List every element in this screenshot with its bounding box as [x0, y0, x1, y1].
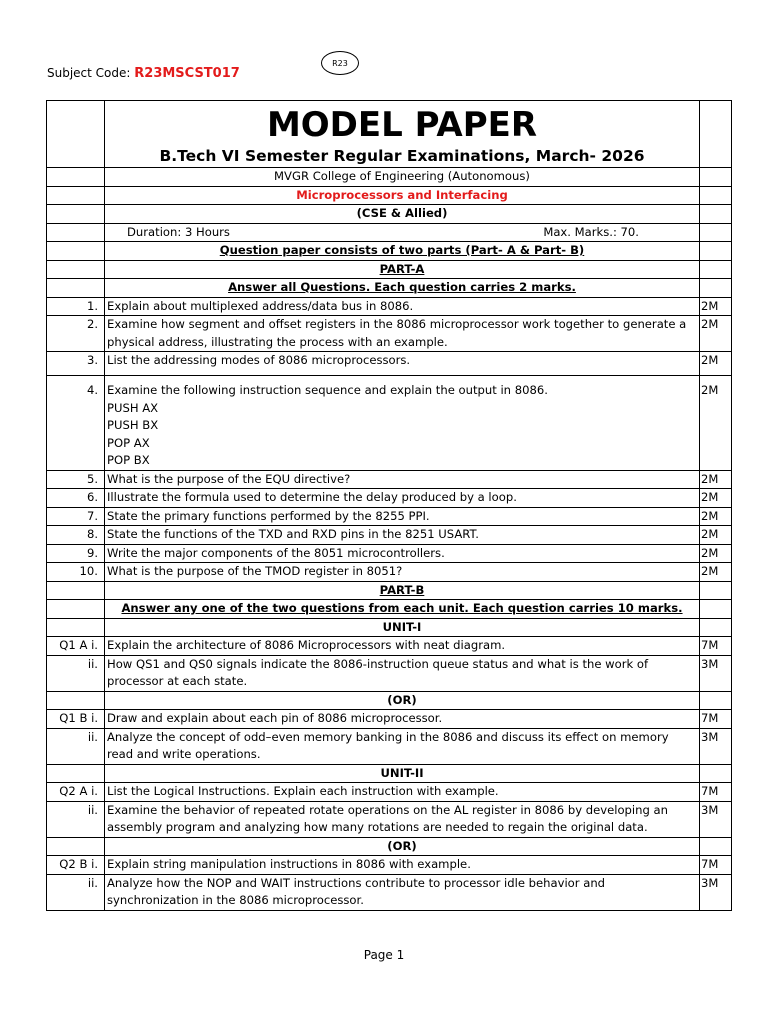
question-marks: 7M — [700, 856, 732, 875]
question-row — [47, 874, 732, 910]
subject-code-value: R23MSCST017 — [134, 66, 240, 81]
question-row — [47, 856, 732, 875]
question-number: ii. — [47, 874, 105, 910]
question-number: Q2 A i. — [47, 783, 105, 802]
question-row — [47, 376, 732, 471]
page-title: MODEL PAPER — [266, 105, 538, 145]
question-text: Explain about multiplexed address/data bus in 8086. — [105, 297, 700, 316]
part-b-instruction: Answer any one of the two questions from each unit. Each question carries 10 marks. — [105, 600, 700, 619]
question-marks: 7M — [700, 710, 732, 729]
course-name: Microprocessors and Interfacing — [105, 186, 700, 205]
question-number: Q2 B i. — [47, 856, 105, 875]
question-marks: 2M — [700, 526, 732, 545]
question-row — [47, 563, 732, 582]
question-number: 1. — [47, 297, 105, 316]
part-a-heading: PART-A — [105, 260, 700, 279]
branch-name: (CSE & Allied) — [105, 205, 700, 224]
question-number: 5. — [47, 470, 105, 489]
question-number: ii. — [47, 801, 105, 837]
question-text-block — [105, 376, 700, 471]
question-marks: 3M — [700, 655, 732, 691]
question-number: 6. — [47, 489, 105, 508]
duration: Duration: 3 Hours — [127, 224, 230, 239]
question-text: Write the major components of the 8051 microcontrollers. — [105, 544, 700, 563]
question-row — [47, 352, 732, 376]
unit-heading: UNIT-I — [105, 618, 700, 637]
unit-heading: UNIT-II — [105, 764, 700, 783]
or-separator: (OR) — [105, 691, 700, 710]
question-text: What is the purpose of the EQU directive? — [105, 470, 700, 489]
question-number: ii. — [47, 655, 105, 691]
question-marks: 2M — [700, 563, 732, 582]
code-line: POP AX — [107, 435, 150, 450]
question-text: Draw and explain about each pin of 8086 microprocessor. — [105, 710, 700, 729]
question-number: Q1 B i. — [47, 710, 105, 729]
part-b-heading: PART-B — [105, 581, 700, 600]
question-row — [47, 783, 732, 802]
question-row — [47, 297, 732, 316]
question-text: List the addressing modes of 8086 microprocessors. — [105, 352, 700, 376]
question-number: ii. — [47, 728, 105, 764]
exam-name: B.Tech VI Semester Regular Examinations, March- 2026 — [159, 147, 645, 165]
question-text: Illustrate the formula used to determine the delay produced by a loop. — [105, 489, 700, 508]
subject-code-label: Subject Code: — [47, 66, 131, 80]
question-marks: 3M — [700, 874, 732, 910]
question-text: What is the purpose of the TMOD register in 8051? — [105, 563, 700, 582]
question-row — [47, 637, 732, 656]
question-text: Analyze how the NOP and WAIT instructions contribute to processor idle behavior and synchronization in the 8086 microprocessor. — [105, 874, 700, 910]
question-number: Q1 A i. — [47, 637, 105, 656]
college-name: MVGR College of Engineering (Autonomous) — [105, 168, 700, 187]
header-title-row — [47, 101, 732, 168]
question-number: 10. — [47, 563, 105, 582]
question-row — [47, 470, 732, 489]
question-row — [47, 728, 732, 764]
subject-code-line — [47, 66, 240, 81]
question-number: 2. — [47, 316, 105, 352]
question-row — [47, 526, 732, 545]
question-number: 7. — [47, 507, 105, 526]
question-marks: 7M — [700, 637, 732, 656]
question-marks: 2M — [700, 352, 732, 376]
question-marks: 7M — [700, 783, 732, 802]
question-marks: 3M — [700, 728, 732, 764]
question-text: Analyze the concept of odd–even memory banking in the 8086 and discuss its effect on memory read and write operations. — [105, 728, 700, 764]
question-paper-table — [46, 100, 732, 911]
question-number: 8. — [47, 526, 105, 545]
question-text: State the functions of the TXD and RXD pins in the 8251 USART. — [105, 526, 700, 545]
question-row — [47, 316, 732, 352]
question-text: Explain the architecture of 8086 Microprocessors with neat diagram. — [105, 637, 700, 656]
question-text: How QS1 and QS0 signals indicate the 8086-instruction queue status and what is the work of processor at each state. — [105, 655, 700, 691]
question-row — [47, 655, 732, 691]
question-text: List the Logical Instructions. Explain each instruction with example. — [105, 783, 700, 802]
question-marks: 2M — [700, 470, 732, 489]
page-number: Page 1 — [363, 948, 405, 962]
question-row — [47, 507, 732, 526]
or-separator: (OR) — [105, 837, 700, 856]
question-number: 9. — [47, 544, 105, 563]
code-line: POP BX — [107, 453, 150, 467]
question-text: Explain string manipulation instructions in 8086 with example. — [105, 856, 700, 875]
question-marks: 2M — [700, 544, 732, 563]
code-line: PUSH AX — [107, 400, 159, 415]
paper-note: Question paper consists of two parts (Part- A & Part- B) — [105, 242, 700, 261]
duration-row — [105, 223, 700, 242]
question-text: State the primary functions performed by the 8255 PPI. — [105, 507, 700, 526]
question-text: Examine the following instruction sequence and explain the output in 8086. — [107, 383, 548, 397]
question-number: 4. — [47, 376, 105, 471]
question-row — [47, 801, 732, 837]
part-a-instruction: Answer all Questions. Each question carries 2 marks. — [105, 279, 700, 298]
code-line: PUSH BX — [107, 418, 159, 432]
question-marks: 3M — [700, 801, 732, 837]
question-marks: 2M — [700, 376, 732, 471]
question-marks: 2M — [700, 489, 732, 508]
question-row — [47, 710, 732, 729]
regulation-stamp: R23 — [321, 51, 359, 75]
question-marks: 2M — [700, 316, 732, 352]
question-text: Examine the behavior of repeated rotate operations on the AL register in 8086 by developing an assembly program and analyzing how many rotations are needed to regain the original data. — [105, 801, 700, 837]
max-marks: Max. Marks.: 70. — [543, 224, 639, 239]
question-number: 3. — [47, 352, 105, 376]
question-row — [47, 544, 732, 563]
question-row — [47, 489, 732, 508]
question-marks: 2M — [700, 297, 732, 316]
question-text: Examine how segment and offset registers in the 8086 microprocessor work together to generate a physical address, illustrating the process with an example. — [105, 316, 700, 352]
question-marks: 2M — [700, 507, 732, 526]
